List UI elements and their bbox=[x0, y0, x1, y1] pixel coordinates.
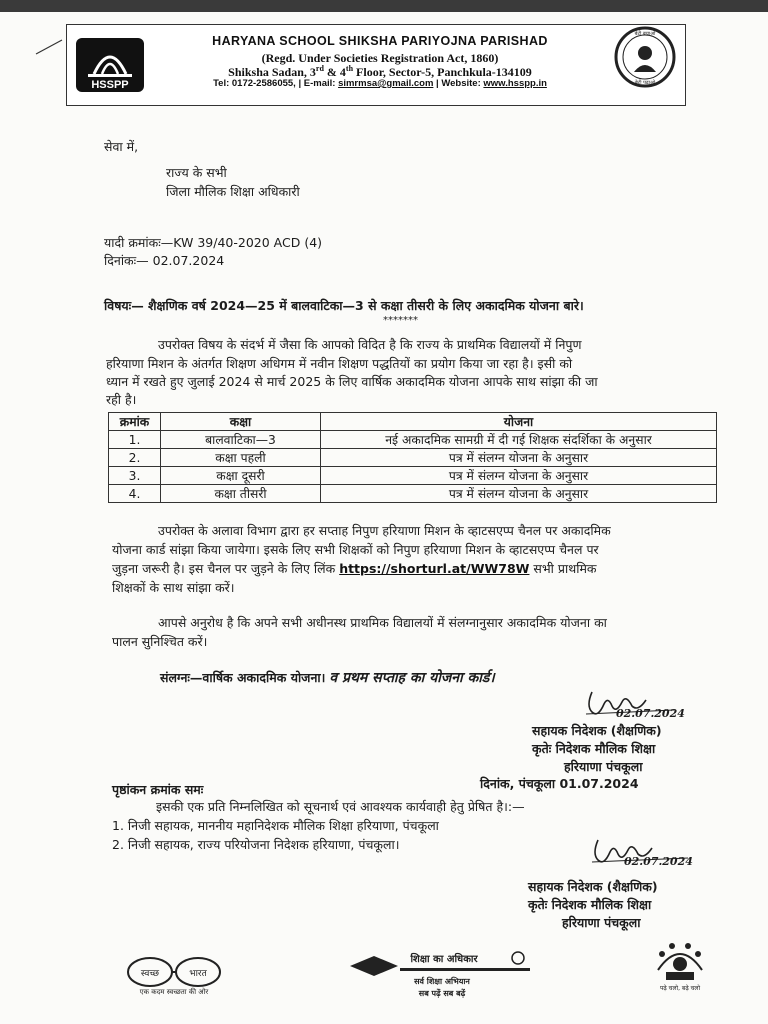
endorsement-item-2: 2. निजी सहायक, राज्य परियोजना निदेशक हरियाणा, पंचकूला। bbox=[112, 837, 400, 852]
para1-line-2: हरियाणा मिशन के अंतर्गत शिक्षण अधिगम में नवीन शिक्षण पद्धतियों का प्रयोग किया जा रहा है। इसी को bbox=[106, 356, 573, 371]
scan-top-edge bbox=[0, 0, 768, 12]
cell-plan: पत्र में संलग्न योजना के अनुसार bbox=[321, 485, 717, 503]
para2-line-4: शिक्षकों के साथ सांझा करें। bbox=[112, 580, 235, 595]
svg-text:सब पढ़ें सब बढ़ें: सब पढ़ें सब बढ़ें bbox=[418, 989, 466, 998]
cell-class: बालवाटिका—3 bbox=[161, 431, 321, 449]
email-link[interactable]: simrmsa@gmail.com bbox=[338, 78, 434, 89]
memo-number: यादी क्रमांकः—KW 39/40-2020 ACD (4) bbox=[104, 235, 323, 250]
endorsement-item-1: 1. निजी सहायक, माननीय महानिदेशक मौलिक शिक्षा हरियाणा, पंचकूला bbox=[112, 818, 439, 833]
para1-line-4: रही है। bbox=[106, 392, 137, 407]
signature-2-place: हरियाणा पंचकूला bbox=[562, 915, 641, 930]
cell-serial: 1. bbox=[109, 431, 161, 449]
col-header-plan: योजना bbox=[321, 413, 717, 431]
swachh-bharat-logo-icon bbox=[112, 950, 242, 998]
para2-line-3: जुड़ना जरूरी है। इस चैनल पर जुड़ने के लिए लिंक https://shorturl.at/WW78W सभी प्राथमिक bbox=[112, 561, 597, 576]
para2-line-1: उपरोक्त के अलावा विभाग द्वारा हर सप्ताह निपुण हरियाणा मिशन के व्हाटसएप्प चैनल पर अकादमिक bbox=[158, 523, 611, 538]
cell-serial: 2. bbox=[109, 449, 161, 467]
para2-line-2: योजना कार्ड सांझा किया जायेगा। इसके लिए सभी शिक्षकों को निपुण हरियाणा मिशन के व्हाटसएप्प चैनल पर bbox=[112, 542, 599, 557]
cell-class: कक्षा पहली bbox=[161, 449, 321, 467]
salutation: सेवा में, bbox=[104, 139, 139, 154]
whatsapp-channel-link[interactable]: https://shorturl.at/WW78W bbox=[339, 561, 530, 576]
signature-1-date: 02.07.2024 bbox=[616, 707, 685, 720]
table-row bbox=[109, 449, 717, 467]
cell-class: कक्षा दूसरी bbox=[161, 467, 321, 485]
hsspp-logo-icon bbox=[74, 36, 146, 94]
para1-line-3: ध्यान में रखते हुए जुलाई 2024 से मार्च 2025 के लिए वार्षिक अकादमिक योजना आपके साथ सांझा की जा bbox=[106, 374, 598, 389]
svg-text:बेटी पढ़ाओ: बेटी पढ़ाओ bbox=[634, 80, 656, 86]
addressee-line-1: राज्य के सभी bbox=[166, 165, 227, 180]
registration-line: (Regd. Under Societies Registration Act, 1860) bbox=[261, 51, 499, 65]
cell-plan: पत्र में संलग्न योजना के अनुसार bbox=[321, 449, 717, 467]
svg-text:बेटी बचाओ: बेटी बचाओ bbox=[634, 31, 656, 37]
subject-separator: ******* bbox=[383, 315, 418, 326]
table-row bbox=[109, 485, 717, 503]
ssa-logo-icon bbox=[642, 934, 718, 994]
endorsement-date: दिनांक, पंचकूला 01.07.2024 bbox=[480, 776, 639, 791]
svg-text:एक कदम स्वच्छता की ओर: एक कदम स्वच्छता की ओर bbox=[139, 988, 209, 996]
addressee-line-2: जिला मौलिक शिक्षा अधिकारी bbox=[166, 184, 300, 199]
table-row bbox=[109, 467, 717, 485]
para3-line-1: आपसे अनुरोध है कि अपने सभी अधीनस्थ प्राथमिक विद्यालयों में संलग्नानुसार अकादमिक योजना का bbox=[158, 615, 607, 630]
pen-mark bbox=[34, 38, 64, 58]
plan-table bbox=[108, 412, 717, 503]
svg-text:भारत: भारत bbox=[189, 969, 207, 979]
org-name: HARYANA SCHOOL SHIKSHA PARIYOJNA PARISHAD bbox=[212, 34, 548, 48]
svg-text:सर्व शिक्षा अभियान: सर्व शिक्षा अभियान bbox=[414, 977, 470, 986]
endorsement-intro: इसकी एक प्रति निम्नलिखित को सूचनार्थ एवं आवश्यक कार्यवाही हेतु प्रेषित है।:— bbox=[156, 799, 525, 814]
cell-class: कक्षा तीसरी bbox=[161, 485, 321, 503]
para3-line-2: पालन सुनिश्चित करें। bbox=[112, 634, 208, 649]
website-link[interactable]: www.hsspp.in bbox=[483, 78, 547, 89]
signature-2-on-behalf: कृतेः निदेशक मौलिक शिक्षा bbox=[528, 897, 652, 912]
signature-2-title: सहायक निदेशक (शैक्षणिक) bbox=[528, 879, 658, 894]
table-row bbox=[109, 431, 717, 449]
contact-line: Tel: 0172-2586055, | E-mail: simrmsa@gmail.com | Website: www.hsspp.in bbox=[213, 78, 547, 89]
svg-text:स्वच्छ: स्वच्छ bbox=[140, 969, 160, 979]
address-line: Shiksha Sadan, 3rd & 4th Floor, Sector-5, Panchkula-134109 bbox=[228, 64, 532, 79]
enclosure-line: संलग्नः—वार्षिक अकादमिक योजना। व प्रथम सप्ताह का योजना कार्ड। bbox=[160, 670, 495, 686]
signature-1-title: सहायक निदेशक (शैक्षणिक) bbox=[532, 723, 662, 738]
svg-text:पढ़े चलो, बढ़े चलो: पढ़े चलो, बढ़े चलो bbox=[659, 985, 701, 992]
signature-2-date: 02.07.2024 bbox=[624, 855, 693, 868]
col-header-class: कक्षा bbox=[161, 413, 321, 431]
cell-serial: 3. bbox=[109, 467, 161, 485]
signature-1-on-behalf: कृतेः निदेशक मौलिक शिक्षा bbox=[532, 741, 656, 756]
para1-line-1: उपरोक्त विषय के संदर्भ में जैसा कि आपको विदित है कि राज्य के प्राथमिक विद्यालयों में निपुण bbox=[158, 337, 582, 352]
enclosure-handwritten: व प्रथम सप्ताह का योजना कार्ड। bbox=[329, 670, 495, 686]
hsspp-logo-text: HSSPP bbox=[91, 79, 129, 91]
svg-text:शिक्षा का अधिकार: शिक्षा का अधिकार bbox=[410, 954, 478, 965]
subject-line: विषयः— शैक्षणिक वर्ष 2024—25 में बालवाटिका—3 से कक्षा तीसरी के लिए अकादमिक योजना बारे। bbox=[104, 298, 584, 313]
col-header-serial: क्रमांक bbox=[109, 413, 161, 431]
letter-date: दिनांकः— 02.07.2024 bbox=[104, 253, 225, 268]
cell-serial: 4. bbox=[109, 485, 161, 503]
cell-plan: नई अकादमिक सामग्री में दी गई शिक्षक संदर्शिका के अनुसार bbox=[321, 431, 717, 449]
endorsement-label: पृष्ठांकन क्रमांक समः bbox=[112, 782, 204, 797]
signature-1-place: हरियाणा पंचकूला bbox=[564, 759, 643, 774]
table-header-row bbox=[109, 413, 717, 431]
cell-plan: पत्र में संलग्न योजना के अनुसार bbox=[321, 467, 717, 485]
rte-logo-icon bbox=[344, 944, 540, 1000]
beti-bachao-logo-icon bbox=[604, 26, 686, 88]
